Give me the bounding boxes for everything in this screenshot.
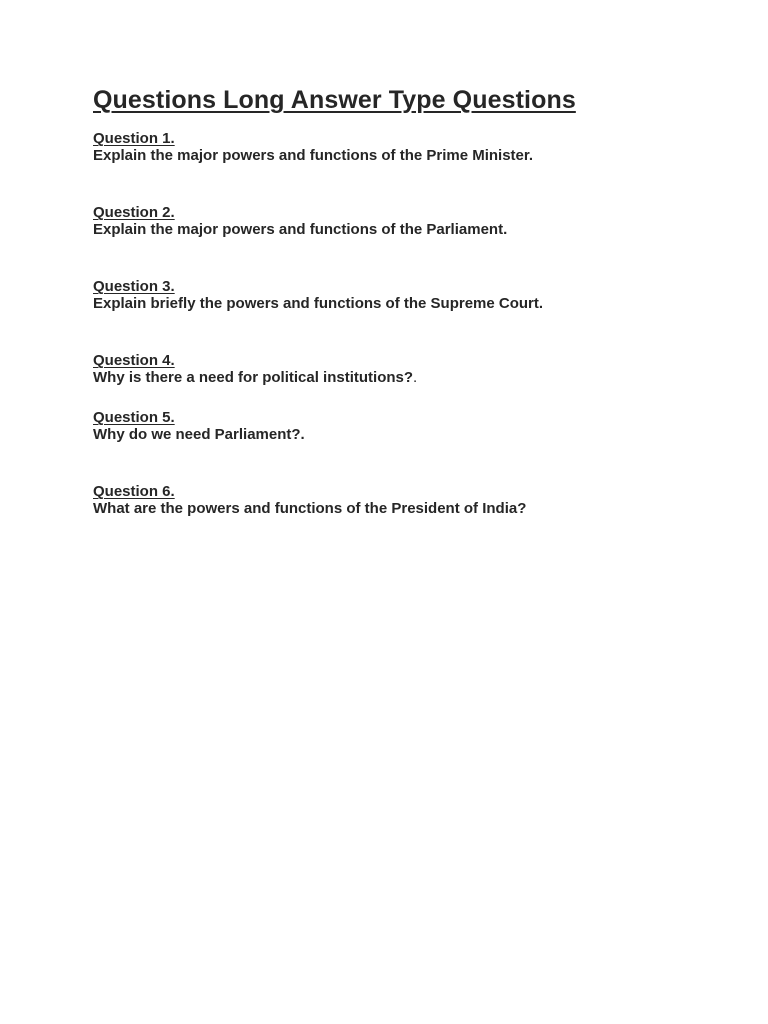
- question-1: [93, 130, 733, 164]
- question-body: Why is there a need for political institutions?: [93, 369, 414, 386]
- question-text: [93, 369, 733, 386]
- question-text: [93, 221, 733, 238]
- question-text: [93, 295, 733, 312]
- question-suffix: .: [413, 369, 418, 386]
- question-label: Question 2.: [93, 204, 175, 221]
- question-text: [93, 147, 733, 164]
- question-4: [93, 352, 733, 386]
- question-5: [93, 409, 733, 443]
- question-body: Explain the major powers and functions of the Parliament.: [93, 221, 508, 238]
- page-title: Questions Long Answer Type Questions: [93, 86, 576, 114]
- question-body: Explain briefly the powers and functions of the Supreme Court.: [93, 295, 544, 312]
- question-body: What are the powers and functions of the President of India?: [93, 500, 527, 517]
- question-text: [93, 500, 733, 517]
- question-label: Question 3.: [93, 278, 175, 295]
- question-3: [93, 278, 733, 312]
- question-body: Why do we need Parliament?.: [93, 426, 305, 443]
- question-2: [93, 204, 733, 238]
- question-label: Question 4.: [93, 352, 175, 369]
- question-label: Question 5.: [93, 409, 175, 426]
- question-6: [93, 483, 733, 517]
- question-label: Question 6.: [93, 483, 175, 500]
- question-body: Explain the major powers and functions of the Prime Minister.: [93, 147, 534, 164]
- question-label: Question 1.: [93, 130, 175, 147]
- question-text: [93, 426, 733, 443]
